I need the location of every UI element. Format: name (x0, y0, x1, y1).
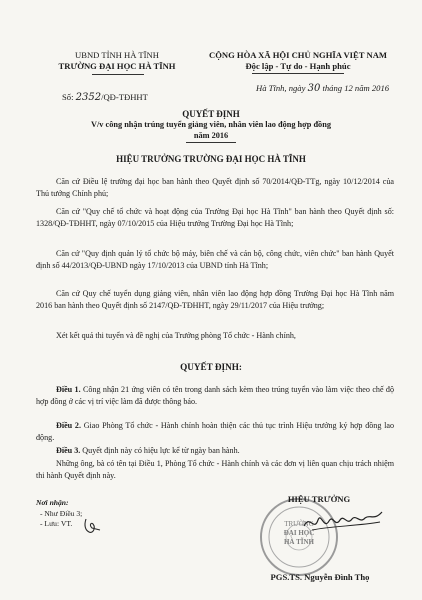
seal-line-2: ĐẠI HỌC (283, 529, 315, 537)
date-prefix: Hà Tĩnh, ngày (256, 83, 306, 93)
title-underline (186, 142, 236, 143)
date-day-handwritten: 30 (307, 83, 321, 94)
preamble-1: Căn cứ Điều lệ trường đại học ban hành theo Quyết định số 70/2014/QĐ-TTg, ngày 10/12/2014 của Thủ tướng Chính phủ; (36, 177, 394, 198)
signature-block (250, 494, 390, 584)
preamble-3: Căn cứ "Quy định quản lý tổ chức bộ máy, biên chế và cán bộ, công chức, viên chức" ban hành Quyết định số 44/2013/QĐ-UBND ngày 17/10/2013 của UBND tỉnh Hà Tĩnh; (36, 249, 394, 270)
number-suffix: /QĐ-TĐHHT (101, 92, 148, 102)
decision-subject-line1: V/v công nhận trúng tuyển giảng viên, nhân viên lao động hợp đồng (91, 120, 331, 129)
closing-paragraph: Những ông, bà có tên tại Điều 1, Phòng Tổ chức - Hành chính và các đơn vị liên quan chịu trách nhiệm thi hành Quyết định này. (36, 459, 394, 480)
issuing-authority: HIỆU TRƯỞNG TRƯỜNG ĐẠI HỌC HÀ TĨNH (116, 154, 306, 164)
decide-heading: QUYẾT ĐỊNH: (180, 362, 242, 372)
article-2-label: Điều 2. (56, 421, 81, 430)
date-suffix: tháng 12 năm 2016 (322, 83, 390, 93)
school-name: TRƯỜNG ĐẠI HỌC HÀ TĨNH (58, 61, 176, 71)
recipients-item-2: - Lưu: VT. (40, 519, 73, 528)
decision-title: QUYẾT ĐỊNH (182, 109, 240, 119)
recipients-item-1: - Như Điều 3; (40, 508, 83, 518)
national-heading (198, 50, 398, 72)
article-2-text: Giao Phòng Tổ chức - Hành chính hoàn thiện các thủ tục trình Hiệu trưởng ký hợp đồng lao động. (36, 421, 394, 442)
recipients-label: Nơi nhận: (36, 498, 69, 507)
nation-name: CỘNG HÒA XÃ HỘI CHỦ NGHĨA VIỆT NAM (208, 50, 388, 60)
article-1 (36, 384, 394, 407)
national-motto: Độc lập - Tự do - Hạnh phúc (245, 61, 351, 71)
signer-title: HIỆU TRƯỞNG (287, 494, 351, 504)
agency-name: UBND TỈNH HÀ TĨNH (75, 50, 159, 60)
article-3-text: Quyết định này có hiệu lực kể từ ngày ban hành. (80, 446, 240, 455)
motto-underline (252, 73, 344, 74)
number-prefix: Số: (62, 92, 74, 102)
document-number (62, 92, 148, 103)
recipients (36, 498, 82, 530)
signer-name: PGS.TS. Nguyễn Đình Thọ (270, 572, 370, 582)
seal-line-3: HÀ TĨNH (283, 538, 315, 546)
article-2 (36, 420, 394, 443)
preamble-2: Căn cứ "Quy chế tổ chức và hoạt động của Trường Đại học Hà Tĩnh" ban hành theo Quyết định số: 1328/QĐ-TĐHHT, ngày 07/10/2015 của Hiệu trưởng Trường Đại học Hà Tĩnh; (36, 207, 394, 228)
seal-line-1: TRƯỜNG (284, 520, 314, 528)
article-1-text: Công nhận 21 ứng viên có tên trong danh sách kèm theo trúng tuyển vào làm việc theo chế độ hợp đồng ở các vị trí việc làm đã được thông báo. (36, 385, 395, 406)
preamble-5: Xét kết quả thi tuyển và đề nghị của Trưởng phòng Tổ chức - Hành chính, (56, 331, 296, 340)
initials-mark-icon (82, 516, 104, 536)
handwritten-signature-icon (302, 506, 386, 536)
decision-subject-line2: năm 2016 (193, 131, 229, 140)
preamble-4: Căn cứ Quy chế tuyển dụng giảng viên, nhân viên lao động hợp đồng Trường Đại học Hà Tĩnh năm 2016 ban hành theo Quyết định số 2147/QĐ-TĐHHT, ngày 29/11/2017 của Hiệu trưởng; (36, 289, 394, 310)
number-handwritten: 2352 (75, 92, 102, 103)
issuing-agency (42, 50, 192, 72)
article-3-label: Điều 3. (56, 446, 81, 455)
header-left-underline (92, 74, 144, 75)
issue-date (256, 83, 389, 94)
article-1-label: Điều 1. (56, 385, 81, 394)
article-3 (36, 445, 394, 457)
